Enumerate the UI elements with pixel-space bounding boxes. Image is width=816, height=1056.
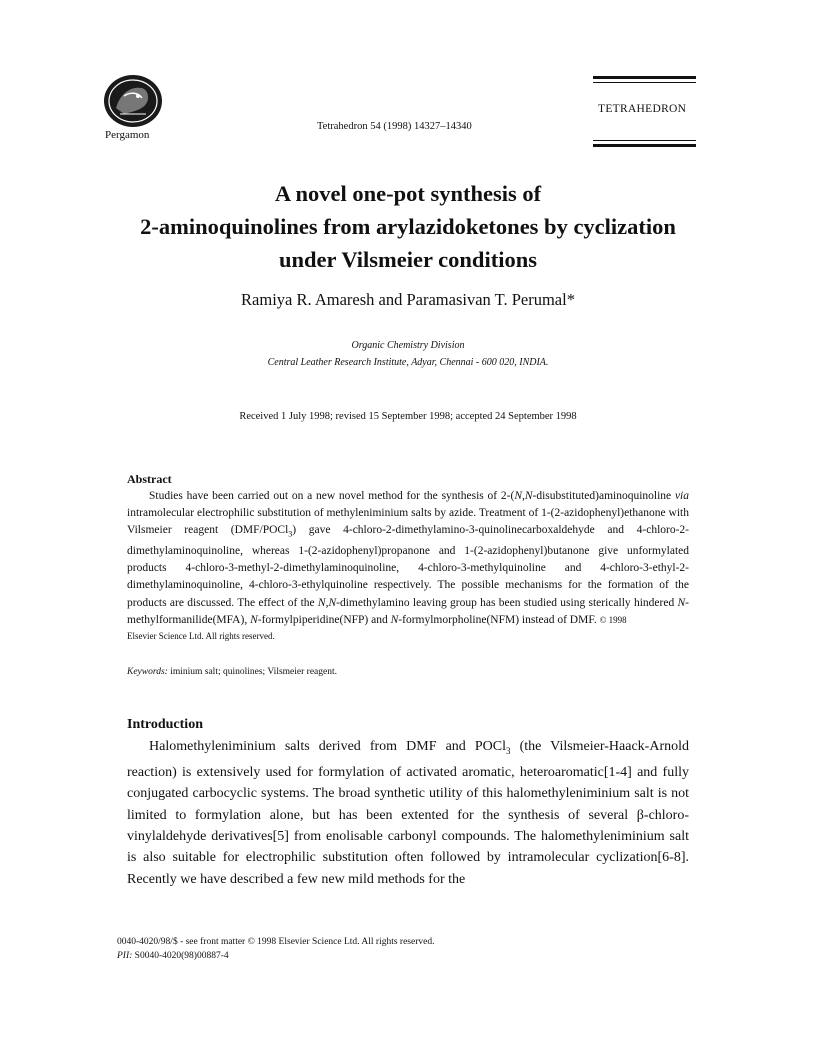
introduction-heading: Introduction <box>127 717 203 732</box>
footer-copyright: 0040-4020/98/$ - see front matter © 1998 Elsevier Science Ltd. All rights reserved. <box>117 937 435 947</box>
abstract-copyright: Elsevier Science Ltd. All rights reserved. <box>127 630 275 641</box>
publisher-logo-icon <box>102 74 164 130</box>
introduction-body <box>127 736 689 890</box>
copyright-year: © 1998 <box>599 614 627 625</box>
header-rule-top-thin <box>593 82 696 83</box>
introduction-paragraph: Halomethyleniminium salts derived from DMF and POCl$_3$ (the Vilsmeier-Haack-Arnold reaction) is extensively used for formylation of activated aromatic, heteroaromatic[1-4] and fully conjugated carbocyclic systems. The broad synthetic utility of this halomethyleniminium salt is not limited to formylation alone, but has been extented for the synthesis of several β-chloro-vinylaldehyde derivatives[5] from enolisable carbonyl compounds. The halomethyleniminium salt is also suitable for electrophilic substitution often followed by intramolecular cyclization[6-8]. Recently we have described a few new mild methods for the <box>127 739 689 887</box>
keywords: Keywords: iminium salt; quinolines; Vilsmeier reagent. <box>127 667 337 677</box>
title-line: under Vilsmeier conditions <box>279 247 537 272</box>
abstract-paragraph: Studies have been carried out on a new novel method for the synthesis of 2-(N,N-disubstituted)aminoquinoline via intramolecular electrophilic substitution of methyleniminium salts by azide. Treatment of 1-(2-azidophenyl)ethanone with Vilsmeier reagent (DMF/POCl$_3$) gave 4-chloro-2-dimethylamino-3-quinolinecarboxaldehyde and 4-chloro-2-dimethylaminoquinoline, whereas 1-(2-azidophenyl)propanone and 1-(2-azidophenyl)butanone give unformylated products 4-chloro-3-methyl-2-dimethylaminoquinoline, 4-chloro-3-methylquinoline and 4-chloro-3-ethyl-2-dimethylaminoquinoline, 4-chloro-3-ethylquinoline respectively. The possible mechanisms for the formation of the products are discussed. The effect of the N,N-dimethylamino leaving group has been studied using sterically hindered N-methylformanilide(MFA), N-formylpiperidine(NFP) and N-formylmorpholine(NFM) instead of DMF. © 1998 <box>127 490 690 626</box>
footer-pii: PII: S0040-4020(98)00887-4 <box>117 951 229 961</box>
title-line: 2-aminoquinolines from arylazidoketones by cyclization <box>140 214 676 239</box>
authors: Ramiya R. Amaresh and Paramasivan T. Perumal* <box>241 290 575 309</box>
publisher-name: Pergamon <box>105 129 150 141</box>
header-rule-bottom-thin <box>593 140 696 141</box>
journal-citation: Tetrahedron 54 (1998) 14327–14340 <box>317 121 472 132</box>
received-dates: Received 1 July 1998; revised 15 September 1998; accepted 24 September 1998 <box>239 411 577 422</box>
header-rule-bottom <box>593 144 696 147</box>
journal-name: TETRAHEDRON <box>598 103 687 115</box>
header-rule-top <box>593 76 696 79</box>
title-line: A novel one-pot synthesis of <box>274 181 542 206</box>
affiliation-institute: Central Leather Research Institute, Adyar, Chennai - 600 020, INDIA. <box>267 357 549 368</box>
article-title <box>110 177 706 276</box>
affiliation-division: Organic Chemistry Division <box>351 340 465 351</box>
abstract-heading: Abstract <box>127 472 172 486</box>
abstract-body <box>127 488 689 643</box>
